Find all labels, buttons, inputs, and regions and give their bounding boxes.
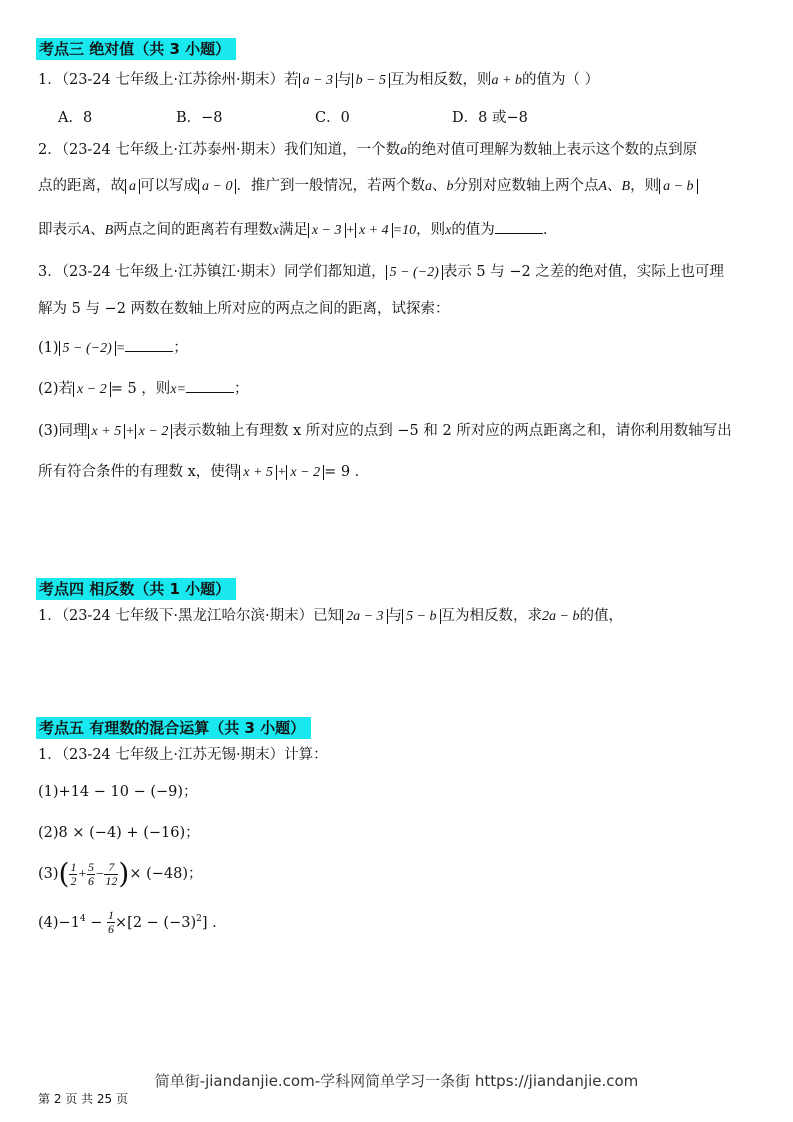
math-expr: x − 3 — [308, 223, 346, 238]
option-c: C．0 — [315, 110, 350, 126]
math-expr: 2a − 3 — [342, 609, 387, 624]
numerator: 1 — [108, 908, 115, 923]
question-text: 分别对应数轴上两个点 — [453, 178, 599, 194]
math-op: = — [115, 341, 126, 356]
math-var: B — [104, 223, 114, 238]
answer-blank — [495, 219, 543, 234]
question-text: 1．（23-24 七年级上·江苏徐州·期末）若 — [38, 72, 299, 88]
math-expr: a + b — [491, 73, 522, 88]
question-text: 的值为 — [451, 222, 495, 238]
math-var: A — [81, 223, 91, 238]
numerator: 7 — [104, 861, 118, 875]
math-var: B — [621, 179, 631, 194]
math-expr: x − 2 — [73, 382, 111, 397]
question-text: ] . — [201, 914, 217, 931]
question-3-3-part-3-line-2 — [38, 462, 763, 483]
question-text: ．推广到一般情况，若两个数 — [236, 178, 425, 194]
section-title-opposite-numbers: 考点四 相反数（共 1 小题） — [36, 578, 236, 600]
math-op: + — [345, 223, 355, 238]
question-3-3-line-2: 解为 5 与 −2 两数在数轴上所对应的两点之间的距离，试探索： — [38, 301, 450, 317]
math-op: + — [125, 424, 135, 439]
option-b: B．−8 — [176, 110, 223, 126]
question-text: 的绝对值可理解为数轴上表示这个数的点到原 — [407, 142, 698, 158]
question-5-1-part-2: (2)8 × (−4) + (−16)； — [38, 825, 200, 841]
footer-watermark: 简单街-jiandanjie.com-学科网简单学习一条街 https://jiandanjie.com — [154, 1072, 639, 1090]
math-expr: x + 4 — [355, 223, 393, 238]
question-3-3-part-1 — [38, 337, 763, 359]
page-number: 第 2 页 共 25 页 — [38, 1092, 128, 1106]
math-expr: 5 − (−2) — [59, 341, 116, 356]
math-var: x — [170, 382, 177, 397]
math-var: x — [272, 223, 279, 238]
question-text: 表示 5 与 −2 之差的绝对值，实际上也可理 — [442, 264, 724, 280]
math-var: a — [400, 143, 408, 158]
question-3-2-line-3 — [38, 219, 763, 241]
question-text: (4)−1 — [38, 914, 80, 931]
question-text: ． — [542, 222, 558, 238]
question-5-1-part-4 — [38, 902, 763, 940]
question-text: 表示数轴上有理数 x 所对应的点到 −5 和 2 所对应的两点距离之和，请你利用数轴写出 — [172, 423, 732, 439]
question-4-1 — [38, 606, 763, 627]
question-5-1-part-3 — [38, 857, 763, 892]
fraction — [107, 909, 115, 936]
denominator: 6 — [108, 922, 115, 937]
math-op: + — [276, 465, 287, 480]
math-var: a — [424, 179, 432, 194]
question-text: (3) — [38, 866, 59, 882]
question-3-2-line-1 — [38, 140, 763, 161]
question-text: 满足 — [278, 222, 308, 238]
math-var: A — [598, 179, 608, 194]
denominator: 12 — [105, 873, 118, 888]
question-text: (2)若 — [38, 381, 74, 397]
fraction — [87, 861, 95, 888]
question-text: 点的距离，故 — [38, 178, 125, 194]
question-text: 互为相反数，求 — [440, 608, 543, 624]
question-text: 、 — [90, 222, 105, 238]
math-var: b — [446, 179, 454, 194]
math-expr: x − 2 — [135, 424, 173, 439]
question-text: 两点之间的距离若有理数 — [113, 222, 273, 238]
math-expr: x + 5 — [88, 424, 126, 439]
question-text: 所有符合条件的有理数 x，使得 — [38, 464, 240, 480]
question-text: 的值， — [579, 608, 623, 624]
option-d: D．8 或−8 — [452, 110, 528, 126]
question-text: 可以写成 — [140, 178, 198, 194]
numerator: 1 — [70, 859, 77, 874]
question-text: ×[2 − (−3) — [115, 914, 197, 931]
question-text: 即表示 — [38, 222, 82, 238]
question-text: (3)同理 — [38, 423, 88, 439]
question-text: = 9 ． — [324, 464, 370, 480]
math-expr: a − b — [659, 179, 697, 194]
question-text: 3．（23-24 七年级上·江苏镇江·期末）同学们都知道， — [38, 264, 386, 280]
answer-blank — [125, 337, 173, 352]
math-expr: =10 — [392, 223, 417, 238]
question-text: 1．（23-24 七年级下·黑龙江哈尔滨·期末）已知 — [38, 608, 343, 624]
question-text: 、 — [431, 178, 447, 194]
question-text: ； — [173, 340, 188, 356]
math-var: x — [445, 223, 452, 238]
question-text: 与 — [337, 72, 352, 88]
math-op: − — [85, 914, 108, 931]
question-3-3-part-2 — [38, 378, 763, 400]
question-text: ，则 — [630, 178, 660, 194]
denominator: 6 — [87, 873, 94, 888]
answer-blank — [186, 378, 234, 393]
question-text: 的值为（ ） — [521, 72, 600, 88]
math-expr: a − 3 — [299, 73, 337, 88]
question-text: 、 — [607, 178, 622, 194]
question-text: (1) — [38, 340, 59, 356]
option-a: A．8 — [58, 110, 93, 126]
question-text: ； — [233, 381, 249, 397]
section-title-absolute-value: 考点三 绝对值（共 3 小题） — [36, 38, 236, 60]
question-5-1-stem: 1．（23-24 七年级上·江苏无锡·期末）计算： — [38, 747, 328, 763]
question-text: 2．（23-24 七年级上·江苏泰州·期末）我们知道，一个数 — [38, 142, 401, 158]
section-title-mixed-operations: 考点五 有理数的混合运算（共 3 小题） — [36, 717, 311, 739]
right-paren: ) — [118, 857, 130, 890]
math-expr: 5 − b — [402, 609, 440, 624]
question-text: 互为相反数，则 — [390, 72, 492, 88]
question-text: × (−48)； — [129, 866, 203, 882]
fraction — [104, 861, 118, 888]
math-expr: a − 0 — [198, 179, 236, 194]
question-3-2-line-2 — [38, 176, 763, 197]
question-3-1 — [38, 70, 763, 91]
math-expr: a — [125, 179, 140, 194]
question-text: 与 — [387, 608, 403, 624]
math-expr: b − 5 — [352, 73, 390, 88]
question-3-3-part-3-line-1 — [38, 421, 763, 442]
denominator: 2 — [70, 873, 77, 888]
math-expr: x + 5 — [239, 465, 277, 480]
question-5-1-part-1: (1)+14 − 10 − (−9)； — [38, 784, 198, 800]
question-3-3-line-1 — [38, 262, 763, 283]
math-expr: x − 2 — [286, 465, 324, 480]
question-text: = 5 ，则 — [110, 381, 171, 397]
math-expr: 2a − b — [542, 609, 580, 624]
math-op: − — [94, 867, 105, 882]
math-op: + — [77, 867, 87, 882]
left-paren: ( — [58, 857, 70, 890]
math-op: = — [176, 382, 186, 397]
math-expr: 5 − (−2) — [386, 265, 443, 280]
numerator: 5 — [87, 859, 94, 874]
exponent: 2 — [196, 914, 202, 924]
exponent: 4 — [79, 914, 86, 924]
question-text: ，则 — [416, 222, 446, 238]
